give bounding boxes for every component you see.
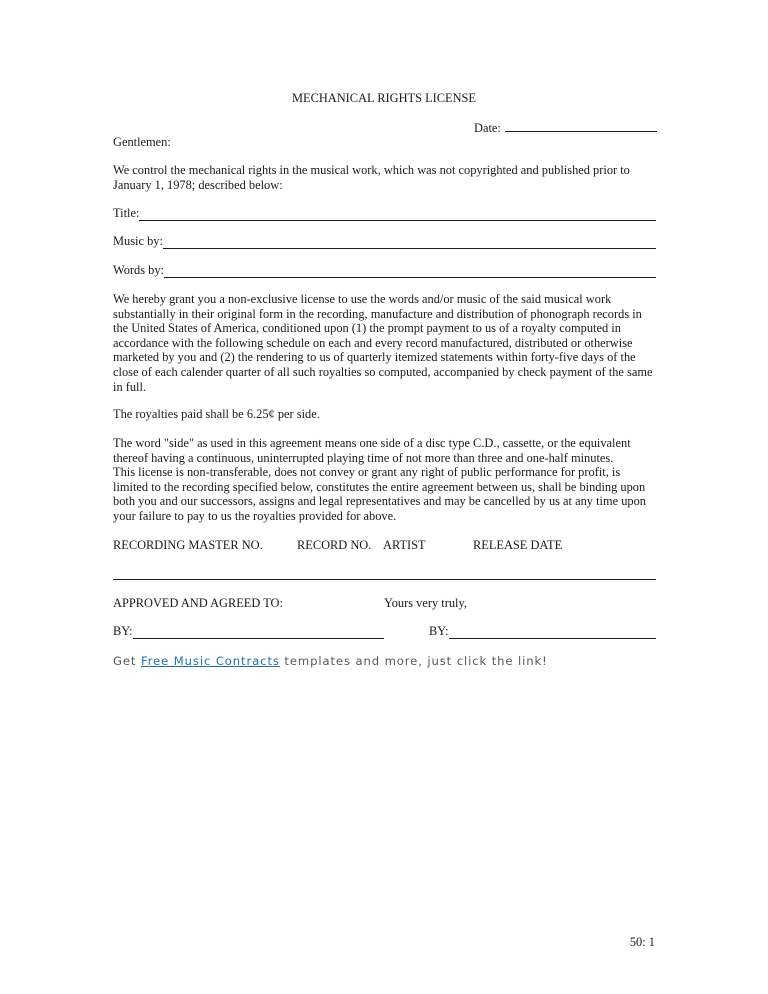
salutation: Gentlemen:: [113, 135, 171, 149]
recording-entry-line[interactable]: [113, 579, 656, 580]
music-by-field-label: Music by:: [113, 234, 163, 248]
music-by-field-blank[interactable]: [163, 237, 656, 249]
words-by-field: [113, 263, 656, 278]
promo-prefix: Get: [113, 654, 141, 668]
free-music-contracts-link[interactable]: Free Music Contracts: [140, 654, 280, 668]
document-title: MECHANICAL RIGHTS LICENSE: [291, 91, 477, 105]
by-right-field: [429, 624, 656, 639]
date-blank[interactable]: [505, 120, 657, 132]
words-by-field-blank[interactable]: [164, 266, 656, 278]
header-recording-master-no: RECORDING MASTER NO.: [113, 538, 263, 552]
title-field-blank[interactable]: [139, 209, 656, 221]
transfer-paragraph: This license is non-transferable, does not convey or grant any right of public performance for profit, is limited to the recording specified below, constitutes the entire agreement between us, shall be binding upon both you and our successors, assigns and legal representatives and may be cancelled by us at any time upon your failure to pay to us the royalties provided for above.: [113, 465, 646, 523]
title-field-label: Title:: [113, 206, 140, 220]
by-left-field: [113, 624, 384, 639]
promo-line: [113, 654, 548, 669]
music-by-field: [113, 234, 656, 249]
header-record-no: RECORD NO.: [297, 538, 372, 552]
by-right-blank[interactable]: [449, 627, 656, 639]
by-left-label: BY:: [113, 624, 133, 638]
royalty-paragraph: The royalties paid shall be 6.25¢ per side.: [113, 407, 320, 421]
header-artist: ARTIST: [383, 538, 426, 552]
by-right-label: BY:: [429, 624, 449, 638]
header-release-date: RELEASE DATE: [473, 538, 563, 552]
approved-label: APPROVED AND AGREED TO:: [113, 596, 283, 610]
date-line: [474, 120, 657, 136]
closing-text: Yours very truly,: [384, 596, 467, 610]
words-by-field-label: Words by:: [113, 263, 164, 277]
page-number: 50: 1: [629, 935, 655, 949]
side-paragraph: The word "side" as used in this agreement means one side of a disc type C.D., cassette, or the equivalent thereof having a continuous, uninterrupted playing time of not more than three and one-half minutes.: [113, 436, 631, 465]
date-label: Date:: [474, 121, 501, 135]
title-field: [113, 206, 656, 221]
intro-paragraph: We control the mechanical rights in the musical work, which was not copyrighted and published prior to January 1, 1978; described below:: [113, 163, 630, 192]
grant-paragraph: We hereby grant you a non-exclusive license to use the words and/or music of the said musical work substantially in their original form in the recording, manufacture and distribution of phonograph records in the United States of America, conditioned upon (1) the prompt payment to us of a royalty computed in accordance with the following schedule on each and every record manufactured, distributed or otherwise marketed by you and (2) the rendering to us of quarterly itemized statements within forty-five days of the close of each calender quarter of all such royalties so computed, accompanied by check payment of the same in full.: [113, 292, 653, 394]
promo-suffix: templates and more, just click the link!: [279, 654, 548, 668]
by-left-blank[interactable]: [133, 627, 384, 639]
